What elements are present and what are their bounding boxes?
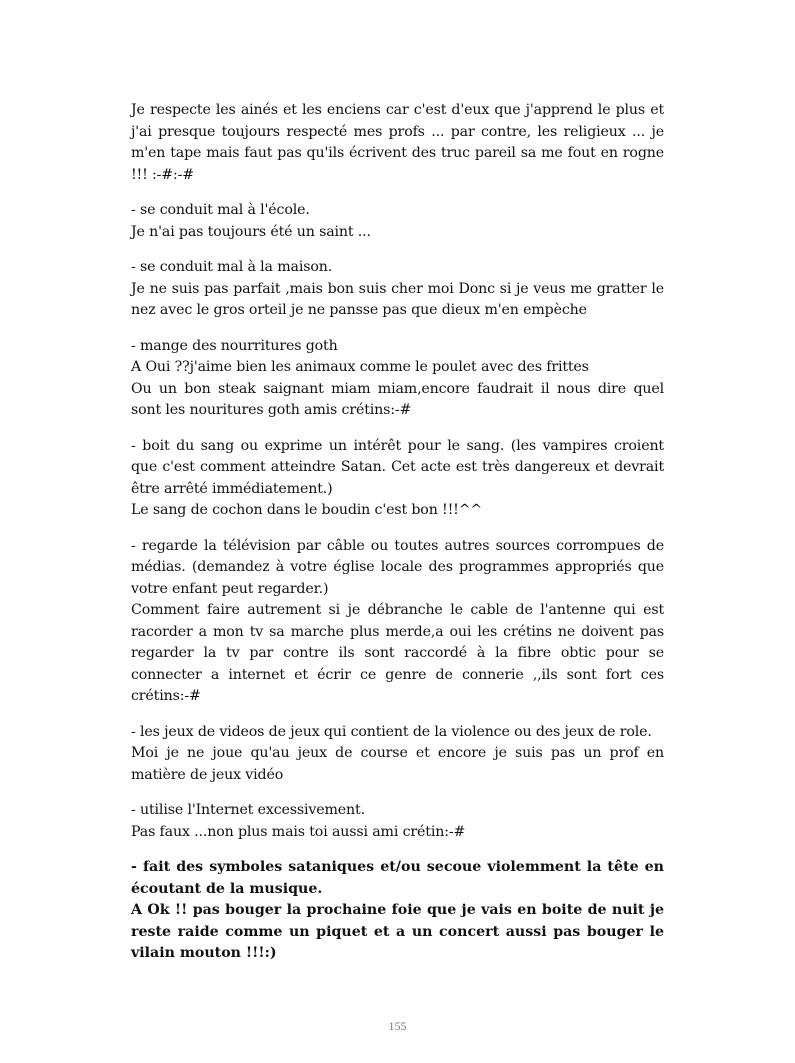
- paragraph-line: Je ne suis pas parfait ,mais bon suis cher moi Donc si je veus me gratter le nez avec le gros orteil je ne pansse pas que dieux m'en empèche: [131, 280, 664, 318]
- paragraph-nourritures: [131, 336, 664, 422]
- paragraph-line: - mange des nourritures goth: [131, 337, 338, 354]
- paragraph-line: - les jeux de videos de jeux qui contient de la violence ou des jeux de role.: [131, 723, 652, 740]
- paragraph-maison: [131, 257, 664, 322]
- paragraph-line: Comment faire autrement si je débranche le cable de l'antenne qui est racorder a mon tv sa marche plus merde,a oui les crétins ne doivent pas regarder la tv par contre ils sont raccordé à la fibre obtic pour se connecter a internet et écrir ce genre de connerie ,,ils sont fort ces crétins:-#: [131, 602, 664, 704]
- paragraph-line: Moi je ne joue qu'au jeux de course et encore je suis pas un prof en matière de jeux vidéo: [131, 745, 664, 783]
- paragraph-line: - se conduit mal à la maison.: [131, 259, 333, 275]
- paragraph-jeux-video: [131, 722, 664, 787]
- paragraph-line: A Ok !! pas bouger la prochaine foie que je vais en boite de nuit je reste raide comme un piquet et a un concert aussi pas bouger le vilain mouton !!!:): [131, 902, 664, 961]
- paragraph-line: - fait des symboles sataniques et/ou secoue violemment la tête en écoutant de la musique.: [131, 859, 664, 897]
- paragraph-line: - regarde la télévision par câble ou toutes autres sources corrompues de médias. (demandez à votre église locale des programmes appropriés que votre enfant peut regarder.): [131, 537, 664, 597]
- paragraph-line: Je n'ai pas toujours été un saint ...: [131, 223, 371, 240]
- paragraph-ecole: [131, 200, 664, 243]
- paragraph-symboles-sataniques: [131, 857, 664, 965]
- paragraph-line: A Oui ??j'aime bien les animaux comme le poulet avec des frittes: [131, 359, 589, 375]
- paragraph-line: Pas faux ...non plus mais toi aussi ami crétin:-#: [131, 823, 466, 840]
- paragraph-line: Je respecte les ainés et les enciens car c'est d'eux que j'apprend le plus et j'ai presque toujours respecté mes profs ... par contre, les religieux ... je m'en tape mais faut pas qu'ils écrivent des truc pareil sa me fout en rogne !!! :-#:-#: [131, 102, 664, 183]
- paragraph-line: - se conduit mal à l'école.: [131, 202, 310, 218]
- paragraph-respect: [131, 100, 664, 186]
- document-body: [131, 100, 664, 979]
- paragraph-television: [131, 536, 664, 708]
- paragraph-internet: [131, 800, 664, 843]
- paragraph-line: Le sang de cochon dans le boudin c'est bon !!!^^: [131, 502, 483, 518]
- paragraph-line: - utilise l'Internet excessivement.: [131, 802, 365, 818]
- paragraph-line: Ou un bon steak saignant miam miam,encore faudrait il nous dire quel sont les nouritures goth amis crétins:-#: [131, 380, 664, 418]
- paragraph-line: - boit du sang ou exprime un intérêt pour le sang. (les vampires croient que c'est comment atteindre Satan. Cet acte est très dangereux et devrait être arrêté immédiatement.): [131, 437, 664, 497]
- paragraph-sang: [131, 436, 664, 522]
- page-number: 155: [388, 1019, 407, 1033]
